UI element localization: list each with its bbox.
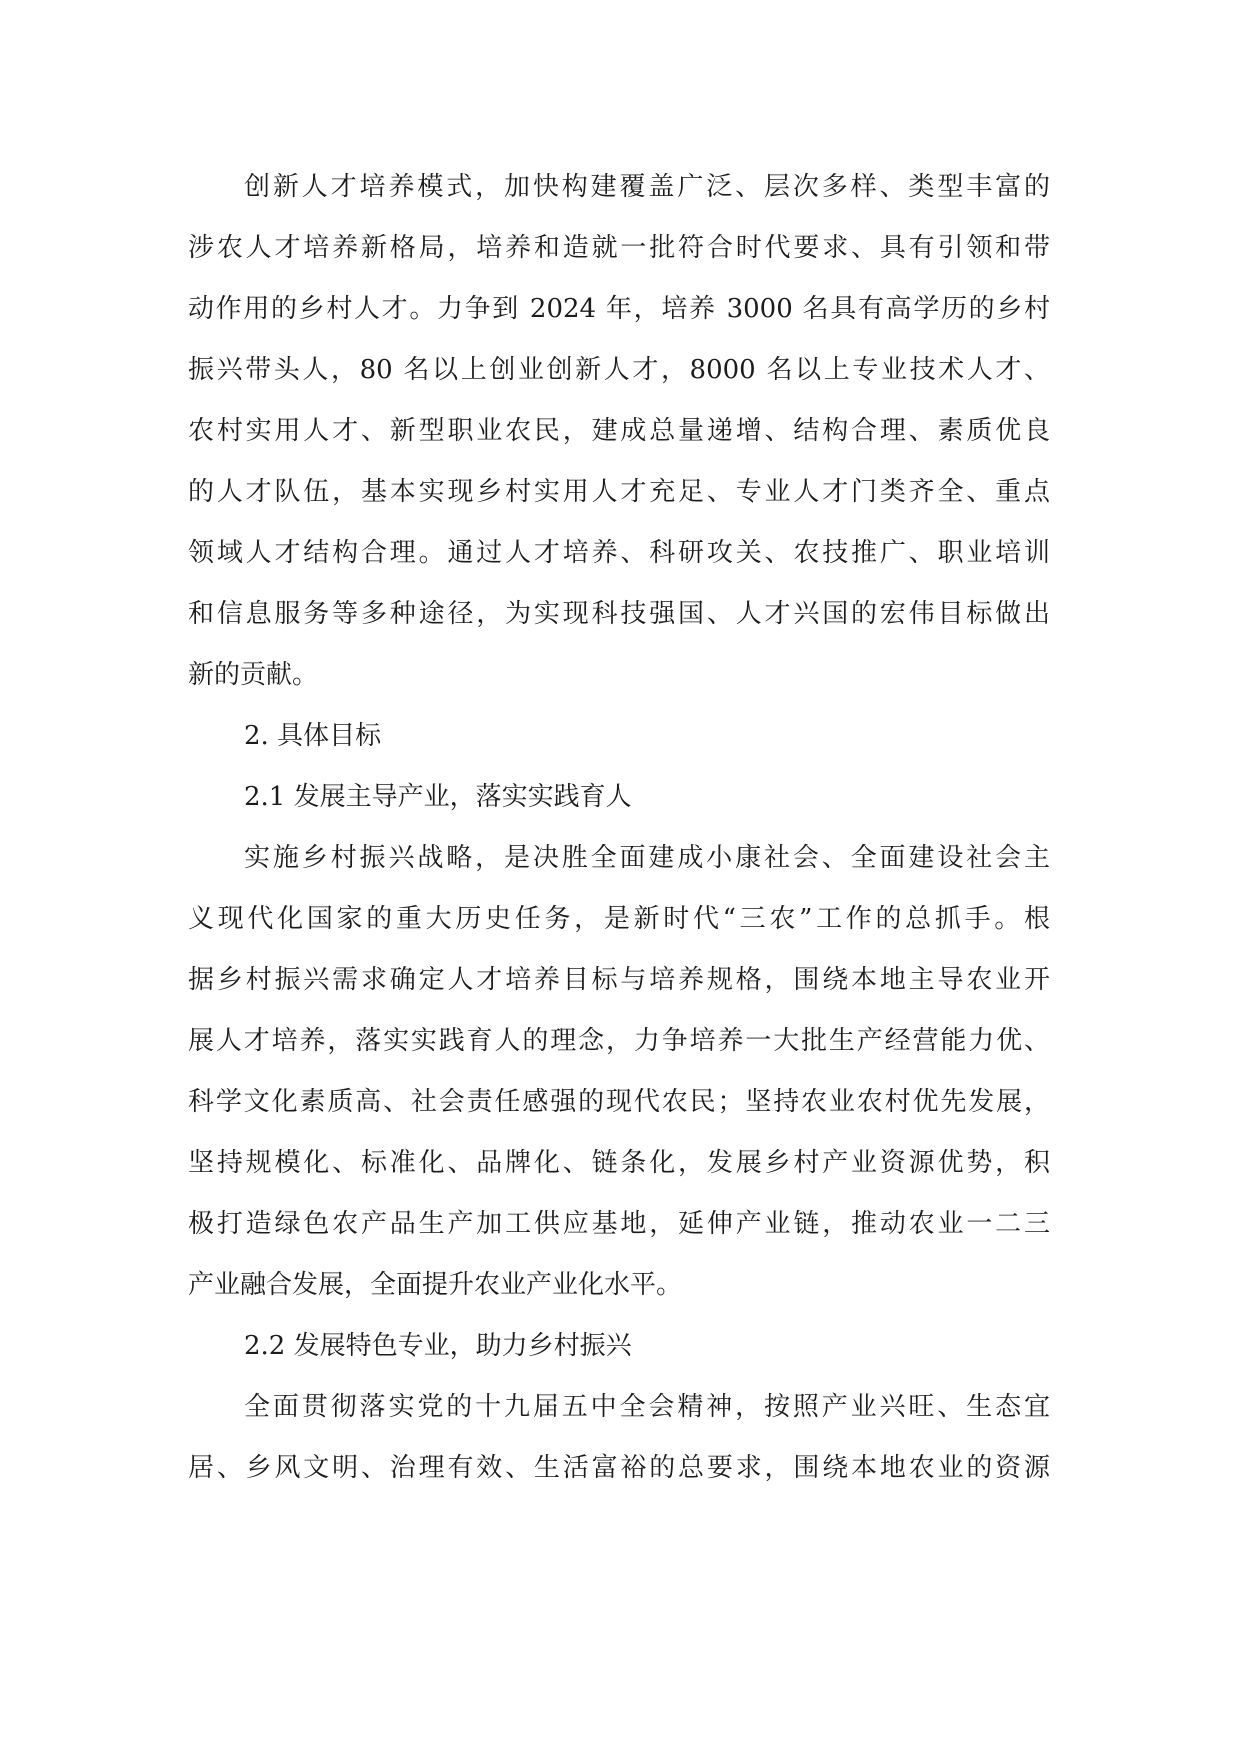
text-line: 科学文化素质高、社会责任感强的现代农民；坚持农业农村优先发展，	[188, 1087, 1050, 1117]
text-line: 农村实用人才、新型职业农民，建成总量递增、结构合理、素质优良	[188, 416, 1050, 446]
text-line: 动作用的乡村人才。力争到 2024 年，培养 3000 名具有高学历的乡村	[188, 294, 1050, 324]
text-line: 实施乡村振兴战略，是决胜全面建成小康社会、全面建设社会主	[244, 843, 1050, 873]
text-line: 极打造绿色农产品生产加工供应基地，延伸产业链，推动农业一二三	[188, 1209, 1050, 1239]
text-line: 创新人才培养模式，加快构建覆盖广泛、层次多样、类型丰富的	[244, 172, 1050, 202]
text-line: 居、乡风文明、治理有效、生活富裕的总要求，围绕本地农业的资源	[188, 1453, 1050, 1483]
text-line: 新的贡献。	[188, 660, 319, 690]
text-line: 振兴带头人，80 名以上创业创新人才，8000 名以上专业技术人才、	[188, 355, 1050, 385]
text-line: 全面贯彻落实党的十九届五中全会精神，按照产业兴旺、生态宜	[244, 1392, 1050, 1422]
subsection-heading: 2.1 发展主导产业，落实实践育人	[244, 782, 632, 812]
subsection-heading: 2.2 发展特色专业，助力乡村振兴	[244, 1331, 632, 1361]
section-heading: 2. 具体目标	[244, 721, 382, 751]
text-line: 产业融合发展，全面提升农业产业化水平。	[188, 1270, 683, 1300]
text-line: 义现代化国家的重大历史任务，是新时代“三农”工作的总抓手。根	[188, 904, 1050, 934]
text-line: 展人才培养，落实实践育人的理念，力争培养一大批生产经营能力优、	[188, 1026, 1050, 1056]
text-line: 的人才队伍，基本实现乡村实用人才充足、专业人才门类齐全、重点	[188, 477, 1050, 507]
text-line: 据乡村振兴需求确定人才培养目标与培养规格，围绕本地主导农业开	[188, 965, 1050, 995]
document-body	[188, 157, 1050, 1499]
text-line: 领域人才结构合理。通过人才培养、科研攻关、农技推广、职业培训	[188, 538, 1050, 568]
text-line: 和信息服务等多种途径，为实现科技强国、人才兴国的宏伟目标做出	[188, 599, 1050, 629]
text-line: 涉农人才培养新格局，培养和造就一批符合时代要求、具有引领和带	[188, 233, 1050, 263]
text-line: 坚持规模化、标准化、品牌化、链条化，发展乡村产业资源优势，积	[188, 1148, 1050, 1178]
